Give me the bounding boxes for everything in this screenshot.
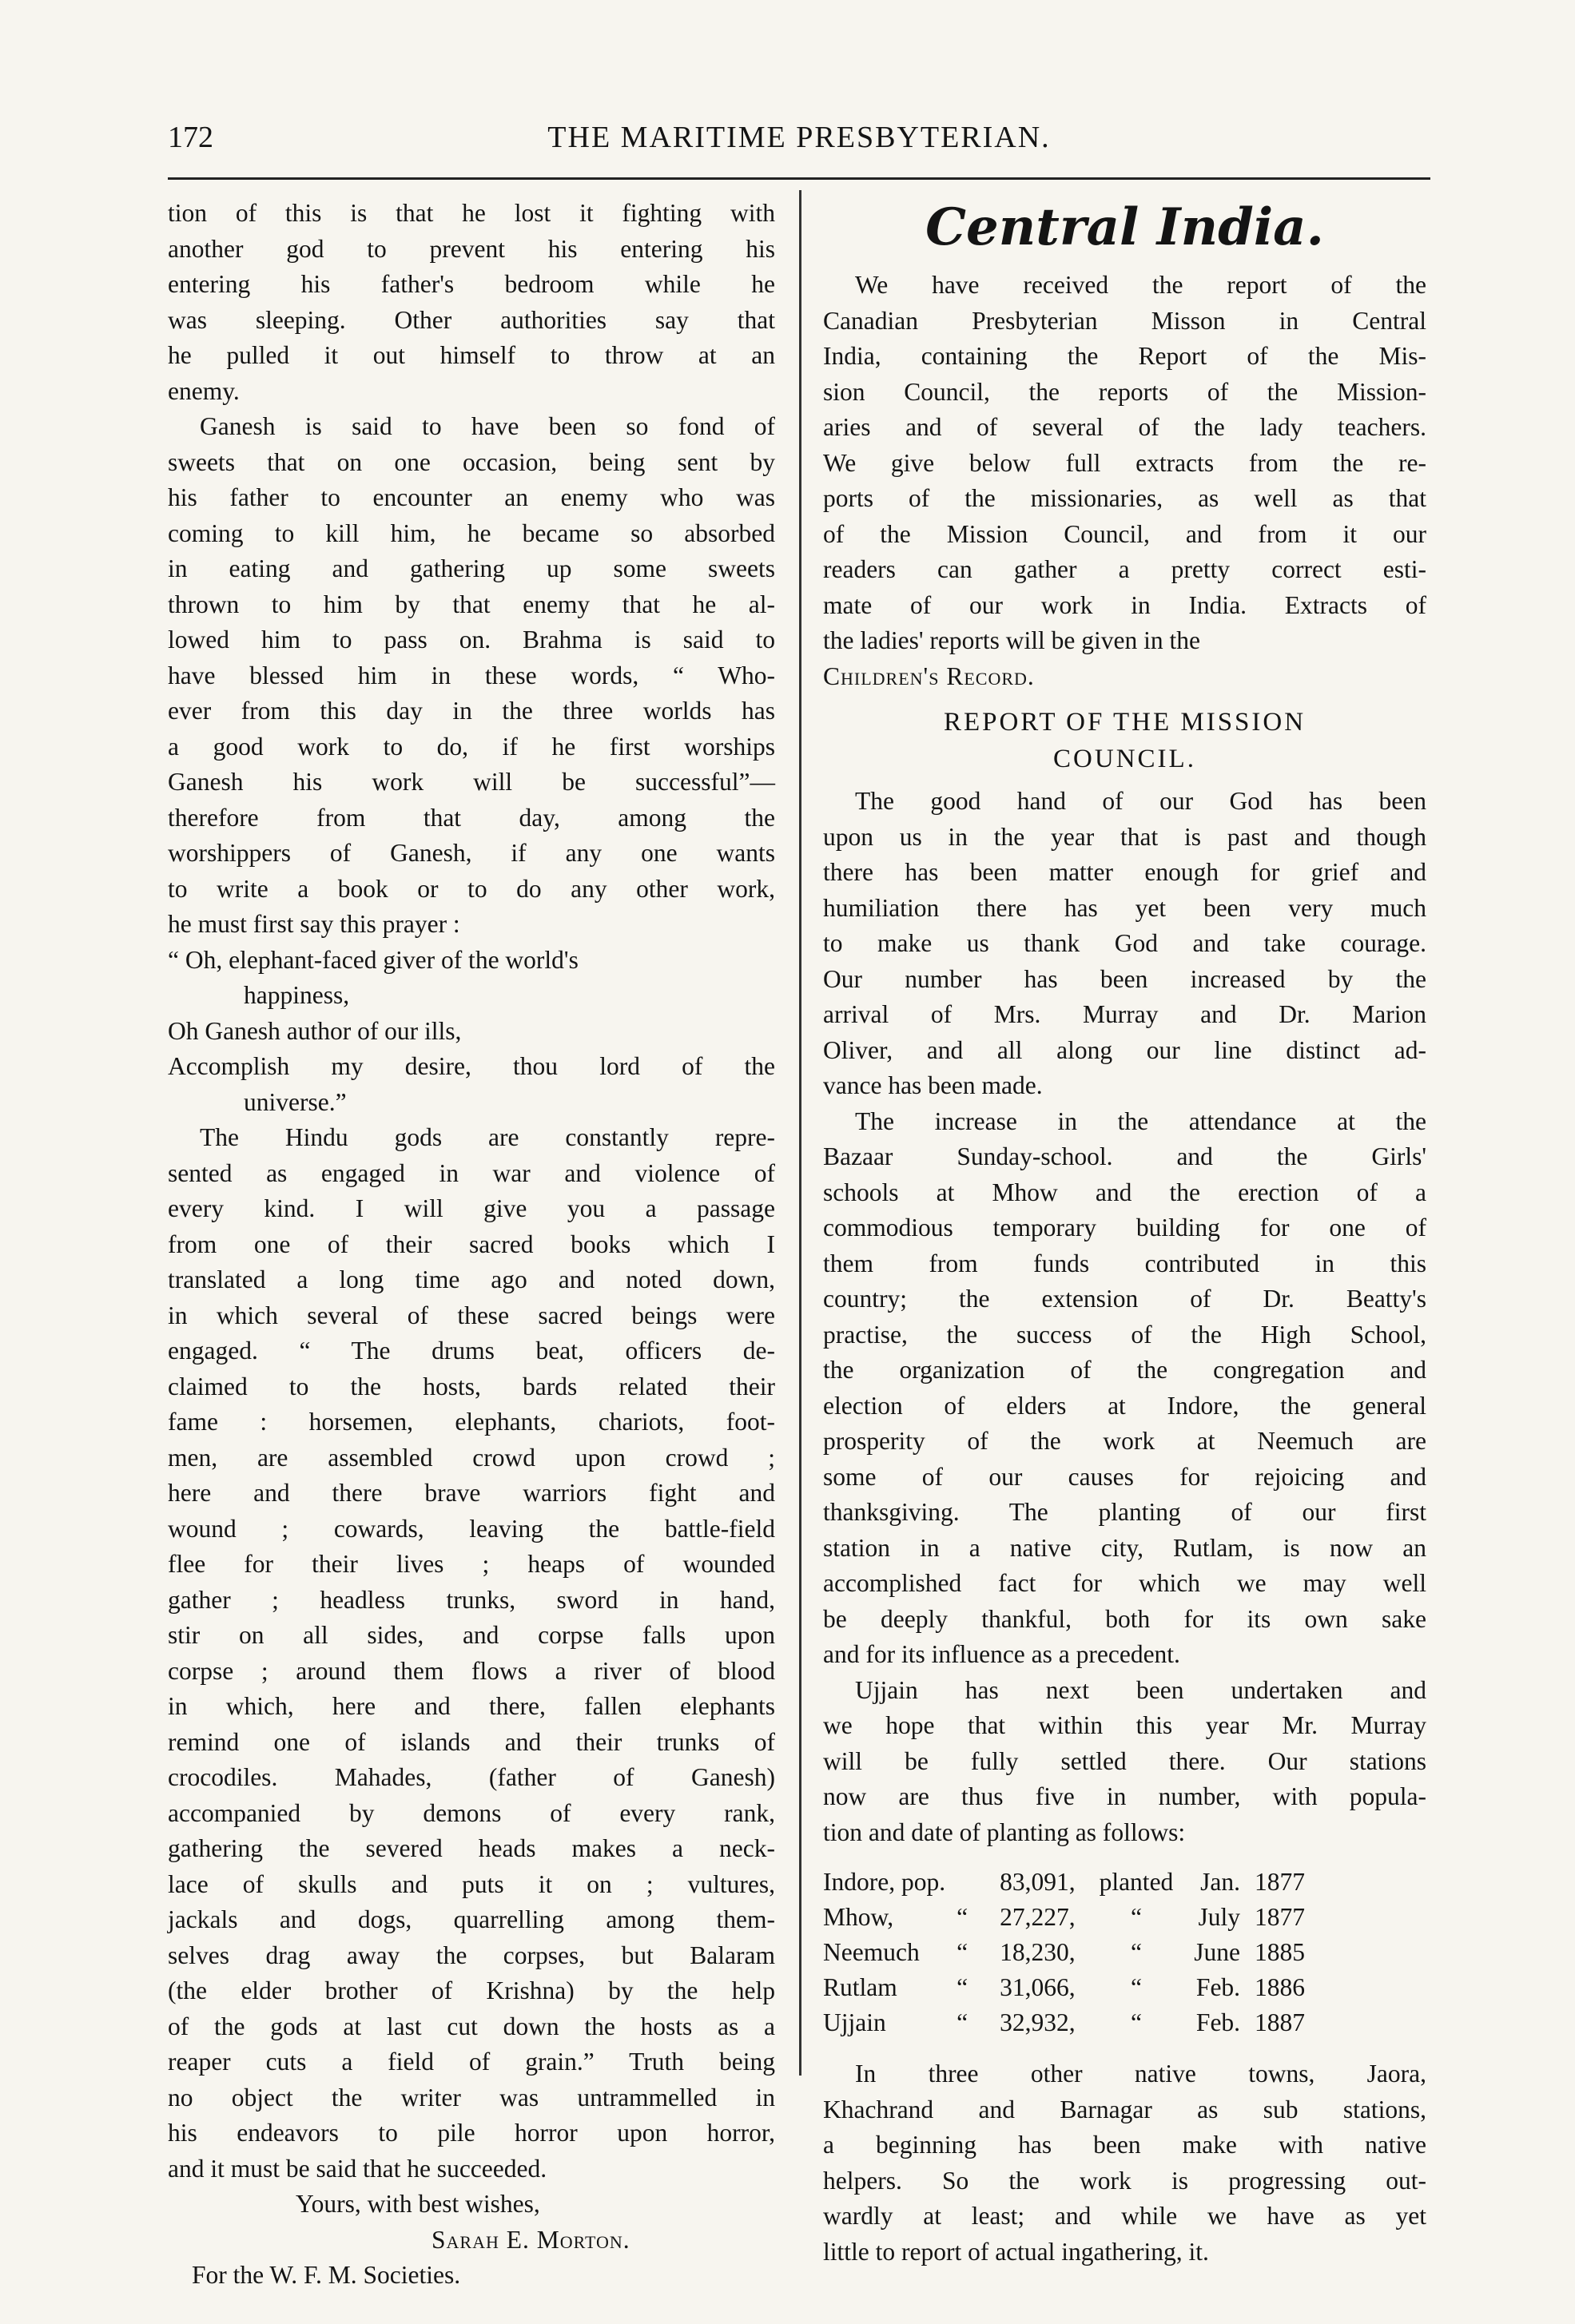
station-name: Neemuch xyxy=(823,1938,920,1966)
paragraph xyxy=(168,196,775,409)
text-line: men, are assembled crowd upon crowd ; xyxy=(168,1443,775,1472)
text-line: of the gods at last cut down the hosts as a xyxy=(168,2012,775,2040)
ditto-mark xyxy=(957,1865,1000,1900)
text-line: a good work to do, if he first worships xyxy=(168,732,775,761)
right-column xyxy=(823,196,1426,2270)
text-line: Canadian Presbyterian Misson in Central xyxy=(823,306,1426,335)
text-line: The increase in the attendance at the xyxy=(855,1106,1426,1135)
text-line: helpers. So the work is progressing out- xyxy=(823,2166,1426,2195)
text-line: to make us thank God and take courage. xyxy=(823,929,1426,957)
text-line: was sleeping. Other authorities say that xyxy=(168,305,775,334)
paragraph xyxy=(168,409,775,943)
text-line: and it must be said that he succeeded. xyxy=(168,2154,547,2183)
table-row xyxy=(823,1865,1305,1900)
ditto-mark: “ xyxy=(957,1903,968,1931)
table-row xyxy=(823,2005,1305,2040)
text-line: We give below full extracts from the re- xyxy=(823,448,1426,477)
text-line: reaper cuts a field of grain.” Truth being xyxy=(168,2048,775,2076)
text-line: flee for their lives ; heaps of wounded xyxy=(168,1550,775,1578)
station-population: 27,227, xyxy=(1000,1903,1076,1931)
text-line: them from funds contributed in this xyxy=(823,1249,1426,1277)
text-line: here and there brave warriors fight and xyxy=(168,1479,775,1507)
text-line: gather ; headless trunks, sword in hand, xyxy=(168,1585,775,1614)
verse-line: Accomplish my desire, thou lord of the xyxy=(168,1052,775,1080)
text-line: therefore from that day, among the xyxy=(168,803,775,832)
station-name: Ujjain xyxy=(823,2008,886,2036)
text-line: and for its influence as a precedent. xyxy=(823,1640,1180,1668)
station-population: 31,066, xyxy=(1000,1973,1076,2001)
text-line: thanksgiving. The planting of our first xyxy=(823,1498,1426,1526)
section-title: Central India. xyxy=(925,197,1324,257)
text-line: station in a native city, Rutlam, is now an xyxy=(823,1533,1426,1562)
paragraph xyxy=(823,784,1426,1104)
signoff xyxy=(168,2187,775,2294)
text-line: thrown to him by that enemy that he al- xyxy=(168,590,775,618)
text-line: some of our causes for rejoicing and xyxy=(823,1462,1426,1491)
planted-label: “ xyxy=(1130,1903,1142,1931)
text-line: country; the extension of Dr. Beatty's xyxy=(823,1285,1426,1313)
table-row xyxy=(823,1935,1305,1970)
text-line: to write a book or to do any other work, xyxy=(168,874,775,903)
text-line: Ujjain has next been undertaken and xyxy=(855,1675,1426,1704)
text-line: have blessed him in these words, “ Who- xyxy=(168,661,775,689)
text-line: Khachrand and Barnagar as sub stations, xyxy=(823,2095,1426,2123)
verse-line: “ Oh, elephant-faced giver of the world's xyxy=(168,945,579,974)
planted-year: 1886 xyxy=(1255,1973,1306,2001)
text-line: Ganesh his work will be successful”— xyxy=(168,768,775,796)
planted-year: 1885 xyxy=(1255,1938,1306,1966)
text-line: ever from this day in the three worlds has xyxy=(168,697,775,725)
text-line: lowed him to pass on. Brahma is said to xyxy=(168,626,775,654)
closing-line: Yours, with best wishes, xyxy=(296,2190,540,2218)
text-line: remind one of islands and their trunks of xyxy=(168,1727,775,1756)
station-name: Rutlam xyxy=(823,1973,897,2001)
page-header xyxy=(168,120,1430,168)
text-line: schools at Mhow and the erection of a xyxy=(823,1178,1426,1206)
text-line: now are thus five in number, with popula- xyxy=(823,1782,1426,1810)
text-line: aries and of several of the lady teachers. xyxy=(823,413,1426,441)
column-divider xyxy=(799,190,801,2076)
planted-month: Feb. xyxy=(1195,2008,1241,2036)
text-line: The Hindu gods are constantly repre- xyxy=(200,1123,775,1151)
verse-line: Oh Ganesh author of our ills, xyxy=(168,1016,462,1045)
text-line: Oliver, and all along our line distinct ad- xyxy=(823,1035,1426,1064)
header-rule xyxy=(168,177,1430,180)
text-line: stir on all sides, and corpse falls upon xyxy=(168,1621,775,1649)
text-line: practise, the success of the High School, xyxy=(823,1320,1426,1349)
text-line: little to report of actual ingathering, it. xyxy=(823,2237,1209,2266)
text-line: in which, here and there, fallen elephants xyxy=(168,1692,775,1720)
planted-month: July xyxy=(1198,1903,1241,1931)
text-line: tion and date of planting as follows: xyxy=(823,1817,1186,1846)
station-name: Mhow, xyxy=(823,1903,894,1931)
text-line: in eating and gathering up some sweets xyxy=(168,554,775,582)
text-line: crocodiles. Mahades, (father of Ganesh) xyxy=(168,1763,775,1791)
report-title xyxy=(823,704,1426,777)
planted-label: “ xyxy=(1130,1973,1142,2001)
text-line: will be fully settled there. Our stations xyxy=(823,1746,1426,1775)
text-line: wound ; cowards, leaving the battle-field xyxy=(168,1514,775,1543)
text-line: he must first say this prayer : xyxy=(168,910,460,938)
text-line: his father to encounter an enemy who was xyxy=(168,483,775,511)
text-line: from one of their sacred books which I xyxy=(168,1230,775,1258)
planted-label: “ xyxy=(1130,2008,1142,2036)
text-line: be deeply thankful, both for its own sake xyxy=(823,1604,1426,1633)
text-line: accompanied by demons of every rank, xyxy=(168,1798,775,1827)
paragraph xyxy=(823,2056,1426,2270)
text-line: a beginning has been make with native xyxy=(823,2131,1426,2159)
paragraph xyxy=(823,1104,1426,1673)
text-line: Our number has been increased by the xyxy=(823,964,1426,993)
station-population: 18,230, xyxy=(1000,1938,1076,1966)
publication-name: Children's Record. xyxy=(823,661,1035,690)
text-line: tion of this is that he lost it fighting with xyxy=(168,199,775,227)
text-line: no object the writer was untrammelled in xyxy=(168,2083,775,2111)
planted-month: June xyxy=(1194,1938,1241,1966)
text-line: lace of skulls and puts it on ; vultures, xyxy=(168,1869,775,1898)
text-line: In three other native towns, Jaora, xyxy=(855,2060,1426,2088)
text-line: sented as engaged in war and violence of xyxy=(168,1158,775,1187)
text-line: The good hand of our God has been xyxy=(855,787,1426,815)
affiliation: For the W. F. M. Societies. xyxy=(192,2261,461,2289)
ditto-mark: “ xyxy=(957,1973,968,2001)
text-line: mate of our work in India. Extracts of xyxy=(823,590,1426,619)
text-line: upon us in the year that is past and though xyxy=(823,822,1426,851)
text-line: worshippers of Ganesh, if any one wants xyxy=(168,839,775,867)
text-line: the ladies' reports will be given in the xyxy=(823,626,1200,654)
report-title-line: COUNCIL. xyxy=(1053,745,1196,773)
text-line: Bazaar Sunday-school. and the Girls' xyxy=(823,1142,1426,1170)
text-line: entering his father's bedroom while he xyxy=(168,270,775,298)
signature: Sarah E. Morton. xyxy=(432,2225,630,2254)
text-line: another god to prevent his entering his xyxy=(168,234,775,263)
ditto-mark: “ xyxy=(957,1938,968,1966)
paragraph xyxy=(823,268,1426,659)
text-line: every kind. I will give you a passage xyxy=(168,1194,775,1222)
text-line: jackals and dogs, quarrelling among them- xyxy=(168,1905,775,1933)
verse-line: happiness, xyxy=(244,981,350,1009)
text-line: enemy. xyxy=(168,376,240,405)
table-row xyxy=(823,1900,1305,1935)
text-line: in which several of these sacred beings were xyxy=(168,1301,775,1329)
planted-label: “ xyxy=(1130,1938,1142,1966)
text-line: ports of the missionaries, as well as that xyxy=(823,484,1426,512)
station-population: 83,091, xyxy=(1000,1868,1076,1896)
text-line: engaged. “ The drums beat, officers de- xyxy=(168,1337,775,1365)
prayer-verse xyxy=(168,943,775,1121)
text-line: sweets that on one occasion, being sent by xyxy=(168,447,775,476)
verse-line: universe.” xyxy=(244,1087,347,1116)
stations-table-body xyxy=(823,1865,1305,2040)
paragraph xyxy=(168,1120,775,2187)
text-line: the organization of the congregation and xyxy=(823,1356,1426,1384)
paragraph xyxy=(823,1673,1426,1851)
ditto-mark: “ xyxy=(957,2008,968,2036)
text-line: he pulled it out himself to throw at an xyxy=(168,341,775,369)
text-line: we hope that within this year Mr. Murray xyxy=(823,1711,1426,1739)
text-line: wardly at least; and while we have as yet xyxy=(823,2202,1426,2230)
text-line: gathering the severed heads makes a neck- xyxy=(168,1834,775,1862)
station-population: 32,932, xyxy=(1000,2008,1076,2036)
text-line: election of elders at Indore, the general xyxy=(823,1391,1426,1420)
text-line: of the Mission Council, and from it our xyxy=(823,519,1426,548)
text-line: his endeavors to pile horror upon horror, xyxy=(168,2119,775,2147)
table-row xyxy=(823,1970,1305,2005)
planted-month: Feb. xyxy=(1195,1973,1241,2001)
planted-year: 1887 xyxy=(1255,2008,1306,2036)
planted-month: Jan. xyxy=(1200,1868,1241,1896)
station-name: Indore, pop. xyxy=(823,1868,946,1896)
text-line: there has been matter enough for grief and xyxy=(823,858,1426,886)
stations-table xyxy=(823,1865,1305,2040)
text-line: We have received the report of the xyxy=(855,271,1426,299)
report-title-line: REPORT OF THE MISSION xyxy=(943,708,1307,737)
text-line: (the elder brother of Krishna) by the help xyxy=(168,1976,775,2004)
text-line: sion Council, the reports of the Mission- xyxy=(823,377,1426,406)
text-line: coming to kill him, he became so absorbed xyxy=(168,518,775,547)
text-line: vance has been made. xyxy=(823,1071,1043,1099)
journal-title: THE MARITIME PRESBYTERIAN. xyxy=(547,121,1051,154)
text-line: corpse ; around them flows a river of blood xyxy=(168,1656,775,1685)
text-line: readers can gather a pretty correct esti- xyxy=(823,555,1426,583)
text-line: humiliation there has yet been very much xyxy=(823,893,1426,922)
page-number: 172 xyxy=(168,121,213,154)
text-line: selves drag away the corpses, but Balaram xyxy=(168,1941,775,1969)
planted-year: 1877 xyxy=(1255,1903,1306,1931)
text-line: translated a long time ago and noted down, xyxy=(168,1265,775,1293)
text-line: prosperity of the work at Neemuch are xyxy=(823,1427,1426,1455)
text-line: Ganesh is said to have been so fond of xyxy=(200,412,775,440)
text-line: commodious temporary building for one of xyxy=(823,1214,1426,1241)
planted-year: 1877 xyxy=(1255,1868,1306,1896)
left-column xyxy=(168,196,775,2294)
text-line: accomplished fact for which we may well xyxy=(823,1569,1426,1597)
text-line: India, containing the Report of the Mis- xyxy=(823,342,1426,370)
planted-label: planted xyxy=(1099,1868,1174,1896)
text-line: fame : horsemen, elephants, chariots, foot- xyxy=(168,1408,775,1436)
text-line: claimed to the hosts, bards related their xyxy=(168,1372,775,1400)
text-line: arrival of Mrs. Murray and Dr. Marion xyxy=(823,1000,1426,1028)
